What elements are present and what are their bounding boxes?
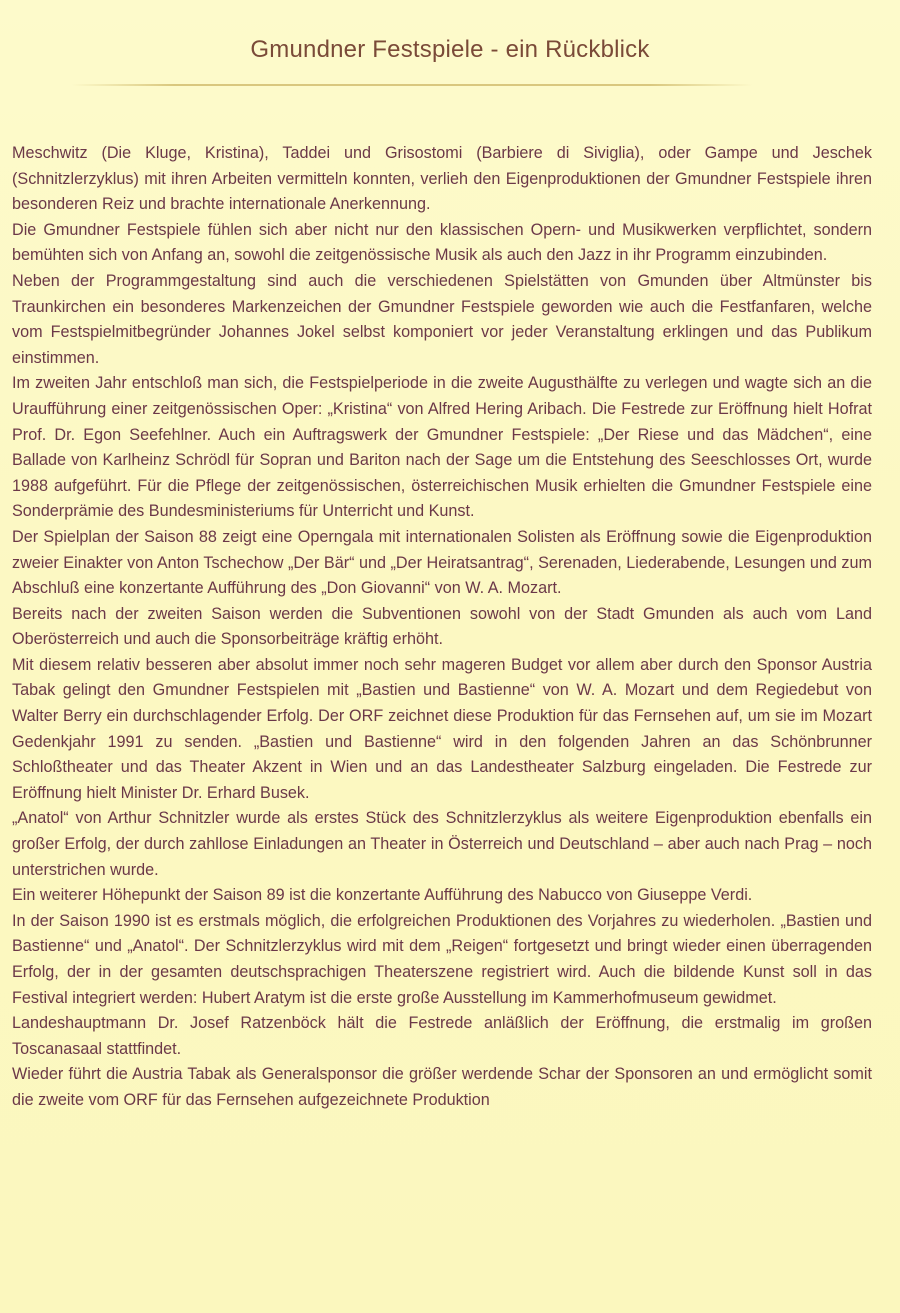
paragraph: Bereits nach der zweiten Saison werden die Subventionen sowohl von der Stadt Gmunden als auch vom Land Oberösterreich und auch die Sponsorbeiträge kräftig erhöht. <box>12 604 872 649</box>
paragraph: Im zweiten Jahr entschloß man sich, die Festspielperiode in die zweite Augusthälfte zu verlegen und wagte sich an die Uraufführung einer zeitgenössischen Oper: „Kristina“ von Alfred Hering Aribach. Die Festrede zur Eröffnung hielt Hofrat Prof. Dr. Egon Seefehlner. Auch ein Auftragswerk der Gmundner Festspiele: „Der Riese und das Mädchen“, eine Ballade von Karlheinz Schrödl für Sopran und Bariton nach der Sage um die Entstehung des Seeschlosses Ort, wurde 1988 aufgeführt. Für die Pflege der zeitgenössischen, österreichischen Musik erhielten die Gmundner Festspiele eine Sonderprämie des Bundesministeriums für Unterricht und Kunst. <box>12 374 872 521</box>
paragraph: In der Saison 1990 ist es erstmals möglich, die erfolgreichen Produktionen des Vorjahres zu wiederholen. „Bastien und Bastienne“ und „Anatol“. Der Schnitzlerzyklus wird mit dem „Reigen“ fortgesetzt und bringt wieder einen überragenden Erfolg, der in der gesamten deutschsprachigen Theaterszene registriert wird. Auch die bildende Kunst soll in das Festival integriert werden: Hubert Aratym ist die erste große Ausstellung im Kammerhofmuseum gewidmet. <box>12 911 872 1007</box>
paragraph: Wieder führt die Austria Tabak als Generalsponsor die größer werdende Schar der Sponsoren an und ermöglicht somit die zweite vom ORF für das Fernsehen aufgezeichnete Produktion <box>12 1065 872 1109</box>
paragraph: Ein weiterer Höhepunkt der Saison 89 ist die konzertante Aufführung des Nabucco von Giuseppe Verdi. <box>12 886 753 905</box>
paragraph: Landeshauptmann Dr. Josef Ratzenböck hält die Festrede anläßlich der Eröffnung, die erstmalig im großen Toscanasaal stattfindet. <box>12 1014 872 1058</box>
page-title: Gmundner Festspiele - ein Rückblick <box>250 36 650 63</box>
paragraph: Neben der Programmgestaltung sind auch die verschiedenen Spielstätten von Gmunden über Altmünster bis Traunkirchen ein besonderes Markenzeichen der Gmundner Festspiele geworden wie auch die Festfanfaren, welche vom Festspielmitbegründer Johannes Jokel selbst komponiert vor jeder Veranstaltung erklingen und das Publikum einstimmen. <box>12 271 872 367</box>
paragraph: Mit diesem relativ besseren aber absolut immer noch sehr mageren Budget vor allem aber durch den Sponsor Austria Tabak gelingt den Gmundner Festspielen mit „Bastien und Bastienne“ von W. A. Mozart und dem Regiedebut von Walter Berry ein durchschlagender Erfolg. Der ORF zeichnet diese Produktion für das Fernsehen auf, um sie im Mozart Gedenkjahr 1991 zu senden. „Bastien und Bastienne“ wird in den folgenden Jahren an das Schönbrunner Schloßtheater und das Theater Akzent in Wien und an das Landestheater Salzburg eingeladen. Die Festrede zur Eröffnung hielt Minister Dr. Erhard Busek. <box>12 655 872 802</box>
paragraph: „Anatol“ von Arthur Schnitzler wurde als erstes Stück des Schnitzlerzyklus als weitere Eigenproduktion ebenfalls ein großer Erfolg, der durch zahllose Einladungen an Theater in Österreich und Deutschland – aber auch nach Prag – noch unterstrichen wurde. <box>12 809 872 879</box>
paragraph: Die Gmundner Festspiele fühlen sich aber nicht nur den klassischen Opern- und Musikwerken verpflichtet, sondern bemühten sich von Anfang an, sowohl die zeitgenössische Musik als auch den Jazz in ihr Programm einzubinden. <box>12 220 872 265</box>
paragraph: Der Spielplan der Saison 88 zeigt eine Operngala mit internationalen Solisten als Eröffnung sowie die Eigenproduktion zweier Einakter von Anton Tschechow „Der Bär“ und „Der Heiratsantrag“, Serenaden, Liederabende, Lesungen und zum Abschluß eine konzertante Aufführung des „Don Giovanni“ von W. A. Mozart. <box>12 527 872 598</box>
paragraph: Meschwitz (Die Kluge, Kristina), Taddei und Grisostomi (Barbiere di Siviglia), oder Gampe und Jeschek (Schnitzlerzyklus) mit ihren Arbeiten vermitteln konnten, verlieh den Eigenproduktionen der Gmundner Festspiele ihren besonderen Reiz und brachte internationale Anerkennung. <box>12 144 872 214</box>
title-divider <box>72 84 752 86</box>
article-body <box>12 141 872 1114</box>
